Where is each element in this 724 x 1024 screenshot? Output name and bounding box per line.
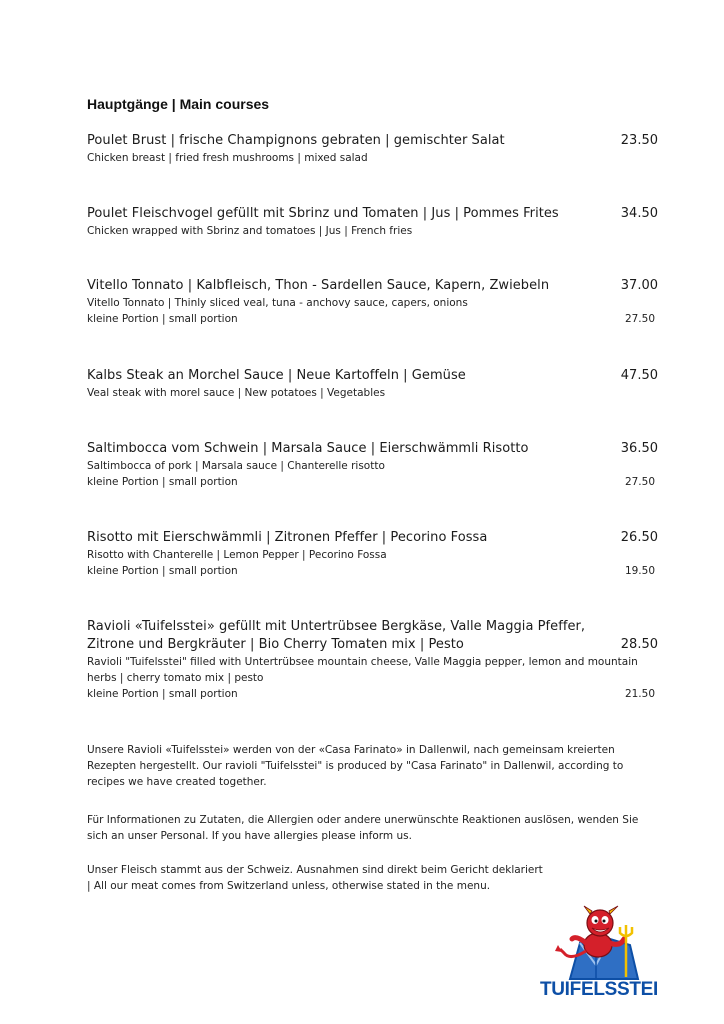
ravioli-note [87, 742, 657, 790]
item-title: Poulet Fleischvogel gefüllt mit Sbrinz und Tomaten | Jus | Pommes Frites [87, 206, 559, 221]
menu-item [87, 529, 658, 579]
logo-wordmark: TUIFELSSTEI [539, 979, 659, 1000]
item-title: Kalbs Steak an Morchel Sauce | Neue Kartoffeln | Gemüse [87, 368, 466, 383]
item-title: Poulet Brust | frische Champignons gebraten | gemischter Salat [87, 133, 505, 148]
item-description: Vitello Tonnato | Thinly sliced veal, tuna - anchovy sauce, capers, onions [87, 297, 468, 309]
item-description-line: Ravioli "Tuifelsstei" filled with Untertrübsee mountain cheese, Valle Maggia pepper, lemon and mountain [87, 656, 638, 668]
item-price: 37.00 [620, 278, 658, 293]
item-description: Chicken breast | fried fresh mushrooms | mixed salad [87, 152, 368, 164]
menu-item [87, 132, 658, 166]
small-portion-price: 27.50 [624, 313, 655, 325]
item-description: Saltimbocca of pork | Marsala sauce | Chanterelle risotto [87, 460, 385, 472]
item-price: 28.50 [620, 637, 658, 652]
item-title-line: Zitrone und Bergkräuter | Bio Cherry Tomaten mix | Pesto [87, 637, 464, 652]
note-line: sich an unser Personal. If you have allergies please inform us. [87, 830, 412, 842]
item-price: 23.50 [620, 133, 658, 148]
small-portion-label: kleine Portion | small portion [87, 565, 238, 577]
section-heading: Hauptgänge | Main courses [87, 96, 270, 112]
allergy-note [87, 812, 657, 844]
item-title: Vitello Tonnato | Kalbfleisch, Thon - Sardellen Sauce, Kapern, Zwiebeln [87, 278, 550, 293]
item-price: 26.50 [620, 530, 658, 545]
note-line: | All our meat comes from Switzerland unless, otherwise stated in the menu. [87, 880, 491, 892]
devil-mascot-icon [534, 905, 664, 981]
note-line: Unsere Ravioli «Tuifelsstei» werden von der «Casa Farinato» in Dallenwil, nach gemeinsam kreierten [87, 744, 615, 756]
menu-item [87, 440, 658, 490]
meat-origin-note [87, 862, 657, 894]
item-price: 36.50 [620, 441, 658, 456]
note-line: Unser Fleisch stammt aus der Schweiz. Ausnahmen sind direkt beim Gericht deklariert [87, 864, 543, 876]
tuifelsstei-logo [534, 905, 664, 1001]
item-price: 34.50 [620, 206, 658, 221]
item-title: Risotto mit Eierschwämmli | Zitronen Pfeffer | Pecorino Fossa [87, 530, 488, 545]
item-description: Risotto with Chanterelle | Lemon Pepper | Pecorino Fossa [87, 549, 387, 561]
item-description: Veal steak with morel sauce | New potatoes | Vegetables [87, 387, 386, 399]
menu-item [87, 277, 658, 327]
menu-item [87, 205, 658, 239]
note-line: recipes we have created together. [87, 776, 267, 788]
small-portion-price: 21.50 [624, 688, 655, 700]
item-description: Chicken wrapped with Sbrinz and tomatoes | Jus | French fries [87, 225, 413, 237]
small-portion-label: kleine Portion | small portion [87, 476, 238, 488]
item-description-line: herbs | cherry tomato mix | pesto [87, 672, 264, 684]
small-portion-price: 19.50 [624, 565, 655, 577]
note-line: Rezepten hergestellt. Our ravioli "Tuifelsstei" is produced by "Casa Farinato" in Dallenwil, according to [87, 760, 624, 772]
small-portion-price: 27.50 [624, 476, 655, 488]
menu-item-ravioli [87, 618, 658, 702]
item-price: 47.50 [620, 368, 658, 383]
small-portion-label: kleine Portion | small portion [87, 688, 238, 700]
item-title-line: Ravioli «Tuifelsstei» gefüllt mit Untertrübsee Bergkäse, Valle Maggia Pfeffer, [87, 619, 586, 634]
small-portion-label: kleine Portion | small portion [87, 313, 238, 325]
menu-item [87, 367, 658, 401]
note-line: Für Informationen zu Zutaten, die Allergien oder andere unerwünschte Reaktionen auslösen, wenden Sie [87, 814, 639, 826]
item-title: Saltimbocca vom Schwein | Marsala Sauce | Eierschwämmli Risotto [87, 441, 529, 456]
